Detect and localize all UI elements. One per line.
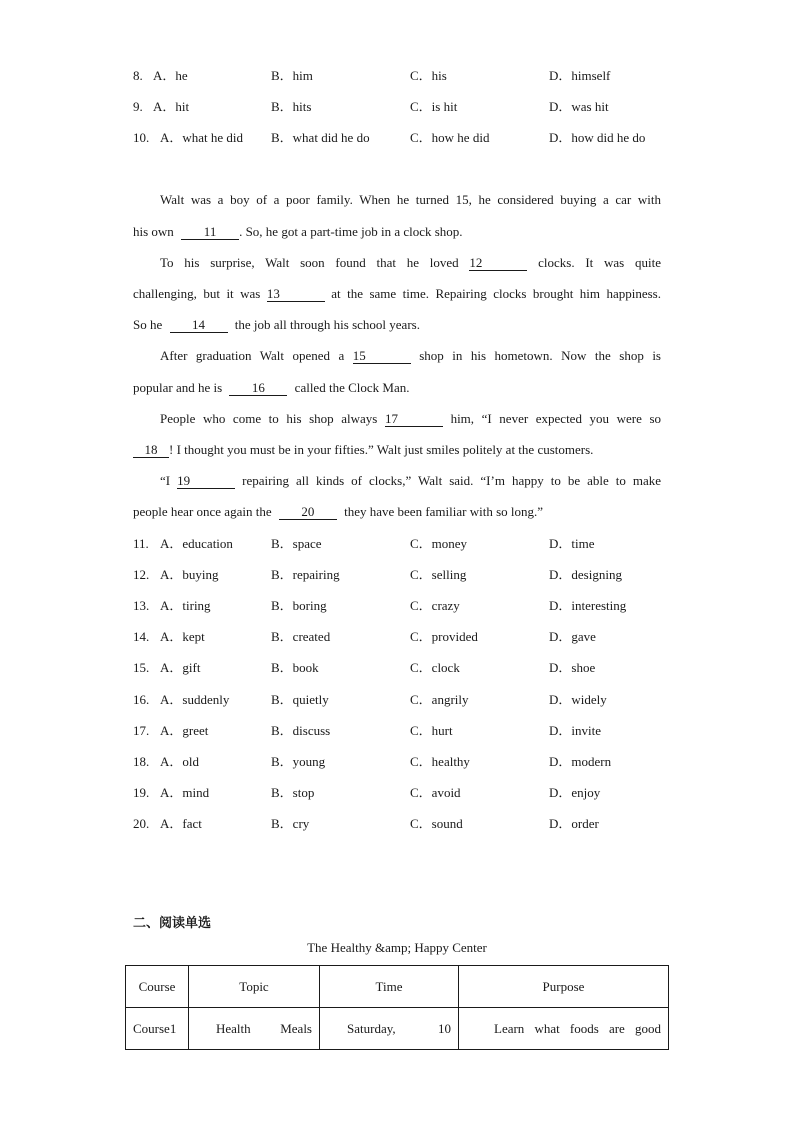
question-number: 20.	[133, 816, 150, 831]
passage-line	[133, 440, 661, 460]
blank-14: 14	[170, 317, 228, 333]
option-c: C．provided	[410, 629, 478, 644]
option-a: A．gift	[160, 660, 201, 675]
blank-20: 20	[279, 504, 337, 520]
passage-text: they have been familiar with so long.”	[344, 504, 544, 519]
option-b: B．discuss	[271, 723, 331, 738]
option-c: C．avoid	[410, 785, 461, 800]
passage-line: Walt was a boy of a poor family. When he turned 15, he considered buying a car with	[160, 192, 661, 207]
option-b: B．repairing	[271, 567, 340, 582]
passage-line	[160, 409, 661, 429]
passage-text: people hear once again the	[133, 504, 272, 519]
table-row	[126, 1008, 669, 1050]
option-b: B．book	[271, 660, 319, 675]
option-c: C．sound	[410, 816, 463, 831]
cell-text: 10	[438, 1020, 451, 1036]
table-header: Time	[320, 966, 459, 1008]
option-d: D．time	[549, 536, 595, 551]
option-c: C．angrily	[410, 692, 469, 707]
cell-text: Learn what foods are good	[494, 1020, 661, 1036]
passage-line	[133, 222, 661, 242]
option-c: C．how he did	[410, 130, 490, 145]
cell-text: Saturday,	[347, 1020, 396, 1036]
option-c: C．clock	[410, 660, 460, 675]
passage-text: . So, he got a part-time job in a clock shop.	[239, 224, 463, 239]
table-cell	[459, 1008, 669, 1050]
option-d: D．widely	[549, 692, 607, 707]
option-c: C．healthy	[410, 754, 470, 769]
passage-text: challenging, but it was	[133, 286, 261, 301]
option-a: A．kept	[160, 629, 205, 644]
blank-16: 16	[229, 380, 287, 396]
passage-text: ! I thought you must be in your fifties.” Walt just smiles politely at the customers.	[169, 442, 594, 457]
passage-text: “I	[160, 473, 171, 488]
table-cell	[189, 1008, 320, 1050]
option-a: A．buying	[160, 567, 219, 582]
passage-text: called the Clock Man.	[294, 380, 410, 395]
option-c: C．his	[410, 68, 447, 83]
option-a: A．old	[160, 754, 200, 769]
option-a: A．education	[160, 536, 233, 551]
passage-text: shop in his hometown. Now the shop is	[419, 348, 661, 363]
option-c: C．hurt	[410, 723, 453, 738]
option-b: B．stop	[271, 785, 315, 800]
passage-text: So he	[133, 317, 163, 332]
option-d: D．gave	[549, 629, 596, 644]
question-number: 18.	[133, 754, 150, 769]
option-b: B．him	[271, 68, 313, 83]
blank-18: 18	[133, 442, 169, 458]
option-a: A．greet	[160, 723, 209, 738]
table-cell	[320, 1008, 459, 1050]
table-header: Course	[126, 966, 189, 1008]
blank-11: 11	[181, 224, 239, 240]
option-a: A．what he did	[160, 130, 244, 145]
option-c: C．is hit	[410, 99, 458, 114]
passage-text: popular and he is	[133, 380, 223, 395]
passage-line	[160, 471, 661, 491]
passage-text: him, “I never expected you were so	[450, 411, 662, 426]
option-a: A．suddenly	[160, 692, 230, 707]
question-number: 13.	[133, 598, 150, 613]
cell-text: Meals	[280, 1020, 312, 1036]
option-b: B．young	[271, 754, 326, 769]
option-b: B．hits	[271, 99, 312, 114]
passage-text: at the same time. Repairing clocks brought him happiness.	[331, 286, 661, 301]
question-number: 17.	[133, 723, 150, 738]
option-a: A．tiring	[160, 598, 211, 613]
blank-17: 17	[385, 411, 443, 427]
question-number: 8.	[133, 68, 143, 83]
blank-19: 19	[177, 473, 235, 489]
question-number: 12.	[133, 567, 150, 582]
question-number: 9.	[133, 99, 143, 114]
table-cell: Course1	[126, 1008, 189, 1050]
question-number: 10.	[133, 130, 150, 145]
blank-12: 12	[469, 255, 527, 271]
passage-text: People who come to his shop always	[160, 411, 378, 426]
option-c: C．crazy	[410, 598, 460, 613]
option-a: A．mind	[160, 785, 210, 800]
option-d: D．order	[549, 816, 599, 831]
blank-15: 15	[353, 348, 411, 364]
passage-line	[160, 253, 661, 273]
option-d: D．himself	[549, 68, 611, 83]
option-d: D．interesting	[549, 598, 627, 613]
passage-text: To his surprise, Walt soon found that he loved	[160, 255, 459, 270]
option-a: A．hit	[153, 99, 190, 114]
section-title: 二、阅读单选	[133, 916, 212, 931]
option-b: B．created	[271, 629, 331, 644]
passage-line	[133, 315, 661, 335]
table-header: Purpose	[459, 966, 669, 1008]
option-c: C．money	[410, 536, 468, 551]
option-b: B．space	[271, 536, 322, 551]
table-header-row	[126, 966, 669, 1008]
schedule-table	[125, 965, 669, 1050]
option-a: A．fact	[160, 816, 202, 831]
option-d: D．how did he do	[549, 130, 646, 145]
option-d: D．enjoy	[549, 785, 601, 800]
passage-line	[133, 502, 661, 522]
passage-text: repairing all kinds of clocks,” Walt said. “I’m happy to be able to make	[242, 473, 662, 488]
question-number: 16.	[133, 692, 150, 707]
option-a: A．he	[153, 68, 188, 83]
passage-line	[160, 346, 661, 366]
question-number: 14.	[133, 629, 150, 644]
question-number: 19.	[133, 785, 150, 800]
passage-text: his own	[133, 224, 174, 239]
blank-13: 13	[267, 286, 325, 302]
passage-text: the job all through his school years.	[234, 317, 420, 332]
option-d: D．modern	[549, 754, 612, 769]
table-title: The Healthy &amp; Happy Center	[307, 940, 487, 955]
cell-text: Health	[216, 1020, 251, 1036]
option-d: D．invite	[549, 723, 601, 738]
option-d: D．shoe	[549, 660, 596, 675]
passage-line	[133, 378, 661, 398]
option-c: C．selling	[410, 567, 467, 582]
option-b: B．quietly	[271, 692, 329, 707]
option-b: B．cry	[271, 816, 310, 831]
table-header: Topic	[189, 966, 320, 1008]
passage-text: clocks. It was quite	[538, 255, 661, 270]
option-b: B．boring	[271, 598, 327, 613]
passage-text: After graduation Walt opened a	[160, 348, 345, 363]
question-number: 11.	[133, 536, 149, 551]
question-number: 15.	[133, 660, 150, 675]
option-b: B．what did he do	[271, 130, 370, 145]
passage-line	[133, 284, 661, 304]
option-d: D．designing	[549, 567, 622, 582]
option-d: D．was hit	[549, 99, 609, 114]
